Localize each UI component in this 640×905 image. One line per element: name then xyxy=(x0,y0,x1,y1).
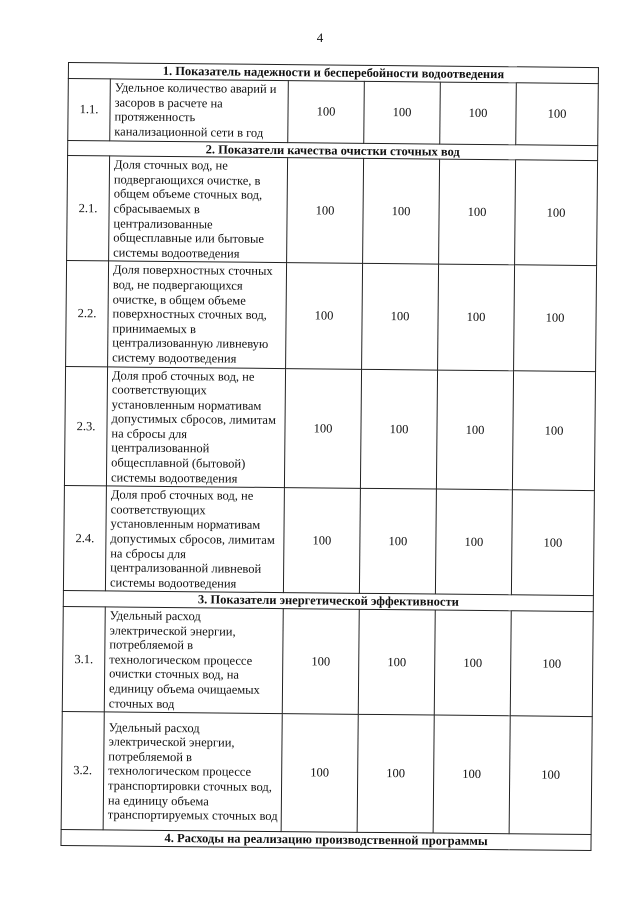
value-cell: 100 xyxy=(440,82,517,145)
indicator-description: Доля проб сточных вод, не соответствующих установленным нормативам допустимых сбросов, лимитам на сбросы для централизованной ливневой системы водоотведения xyxy=(105,486,284,593)
value-cell: 100 xyxy=(360,369,437,489)
page-number: 4 xyxy=(316,30,324,45)
value-cell: 100 xyxy=(283,488,360,594)
row-number: 3.2. xyxy=(61,712,104,830)
row-number: 2.4. xyxy=(63,486,106,592)
row-number: 2.1. xyxy=(67,156,110,262)
value-cell: 100 xyxy=(435,489,512,595)
value-cell: 100 xyxy=(363,159,440,265)
value-cell: 100 xyxy=(281,714,358,833)
row-number: 3.1. xyxy=(62,606,105,712)
value-cell: 100 xyxy=(438,264,515,370)
section-title: 2. Показатели качества очистки сточных вод xyxy=(68,140,598,161)
indicator-description: Удельный расход электрической энергии, потребляемой в технологическом процессе очистки сточных вод, на единицу объема очищаемых сточных вод xyxy=(104,607,283,714)
value-cell: 100 xyxy=(512,370,595,491)
table-row xyxy=(66,261,597,371)
row-number: 2.3. xyxy=(64,366,107,486)
section-title: 1. Показатель надежности и бесперебойности водоотведения xyxy=(68,63,598,84)
value-cell: 100 xyxy=(510,611,593,717)
value-cell: 100 xyxy=(364,81,441,144)
indicator-description: Доля поверхностных сточных вод, не подвергающихся очистке, в общем объеме поверхностных сточных вод, принимаемых в централизованную ливневую систему водоотведения xyxy=(108,261,287,368)
value-cell: 100 xyxy=(284,368,361,488)
value-cell: 100 xyxy=(515,160,598,266)
table-row xyxy=(61,712,592,835)
value-cell: 100 xyxy=(287,158,364,264)
value-cell: 100 xyxy=(434,610,511,716)
row-number: 2.2. xyxy=(66,261,109,367)
value-cell: 100 xyxy=(433,715,510,834)
value-cell: 100 xyxy=(509,716,592,835)
table-row xyxy=(62,606,593,716)
section-title: 4. Расходы на реализацию производственной программы xyxy=(61,830,591,851)
value-cell: 100 xyxy=(359,489,436,595)
indicator-description: Доля проб сточных вод, не соответствующих установленным нормативам допустимых сбросов, лимитам на сбросы для централизованной общесплавной (бытовой) системы водоотведения xyxy=(106,366,285,487)
value-cell: 100 xyxy=(514,265,597,371)
table-row xyxy=(64,366,595,491)
table-row xyxy=(67,156,598,266)
value-cell: 100 xyxy=(286,263,363,369)
value-cell: 100 xyxy=(358,609,435,715)
value-cell: 100 xyxy=(282,609,359,715)
indicator-description: Удельный расход электрической энергии, потребляемой в технологическом процессе транспортировки сточных вод, на единицу объема транспортируемых сточных вод xyxy=(103,712,282,832)
value-cell: 100 xyxy=(511,490,594,596)
section-title: 3. Показатели энергетической эффективности xyxy=(63,591,593,612)
value-cell: 100 xyxy=(362,264,439,370)
indicator-description: Удельное количество аварий и засоров в расчете на протяженность канализационной сети в год xyxy=(110,79,289,143)
table-row xyxy=(68,78,599,145)
value-cell: 100 xyxy=(516,82,599,145)
row-number: 1.1. xyxy=(68,78,111,140)
value-cell: 100 xyxy=(436,370,513,490)
value-cell: 100 xyxy=(439,159,516,265)
table-row xyxy=(63,486,594,596)
value-cell: 100 xyxy=(357,714,434,833)
value-cell: 100 xyxy=(288,80,365,143)
indicators-table xyxy=(60,62,599,851)
indicator-description: Доля сточных вод, не подвергающихся очистке, в общем объеме сточных вод, сбрасываемых в централизованные общесплавные или бытовые системы водоотведения xyxy=(109,156,288,263)
